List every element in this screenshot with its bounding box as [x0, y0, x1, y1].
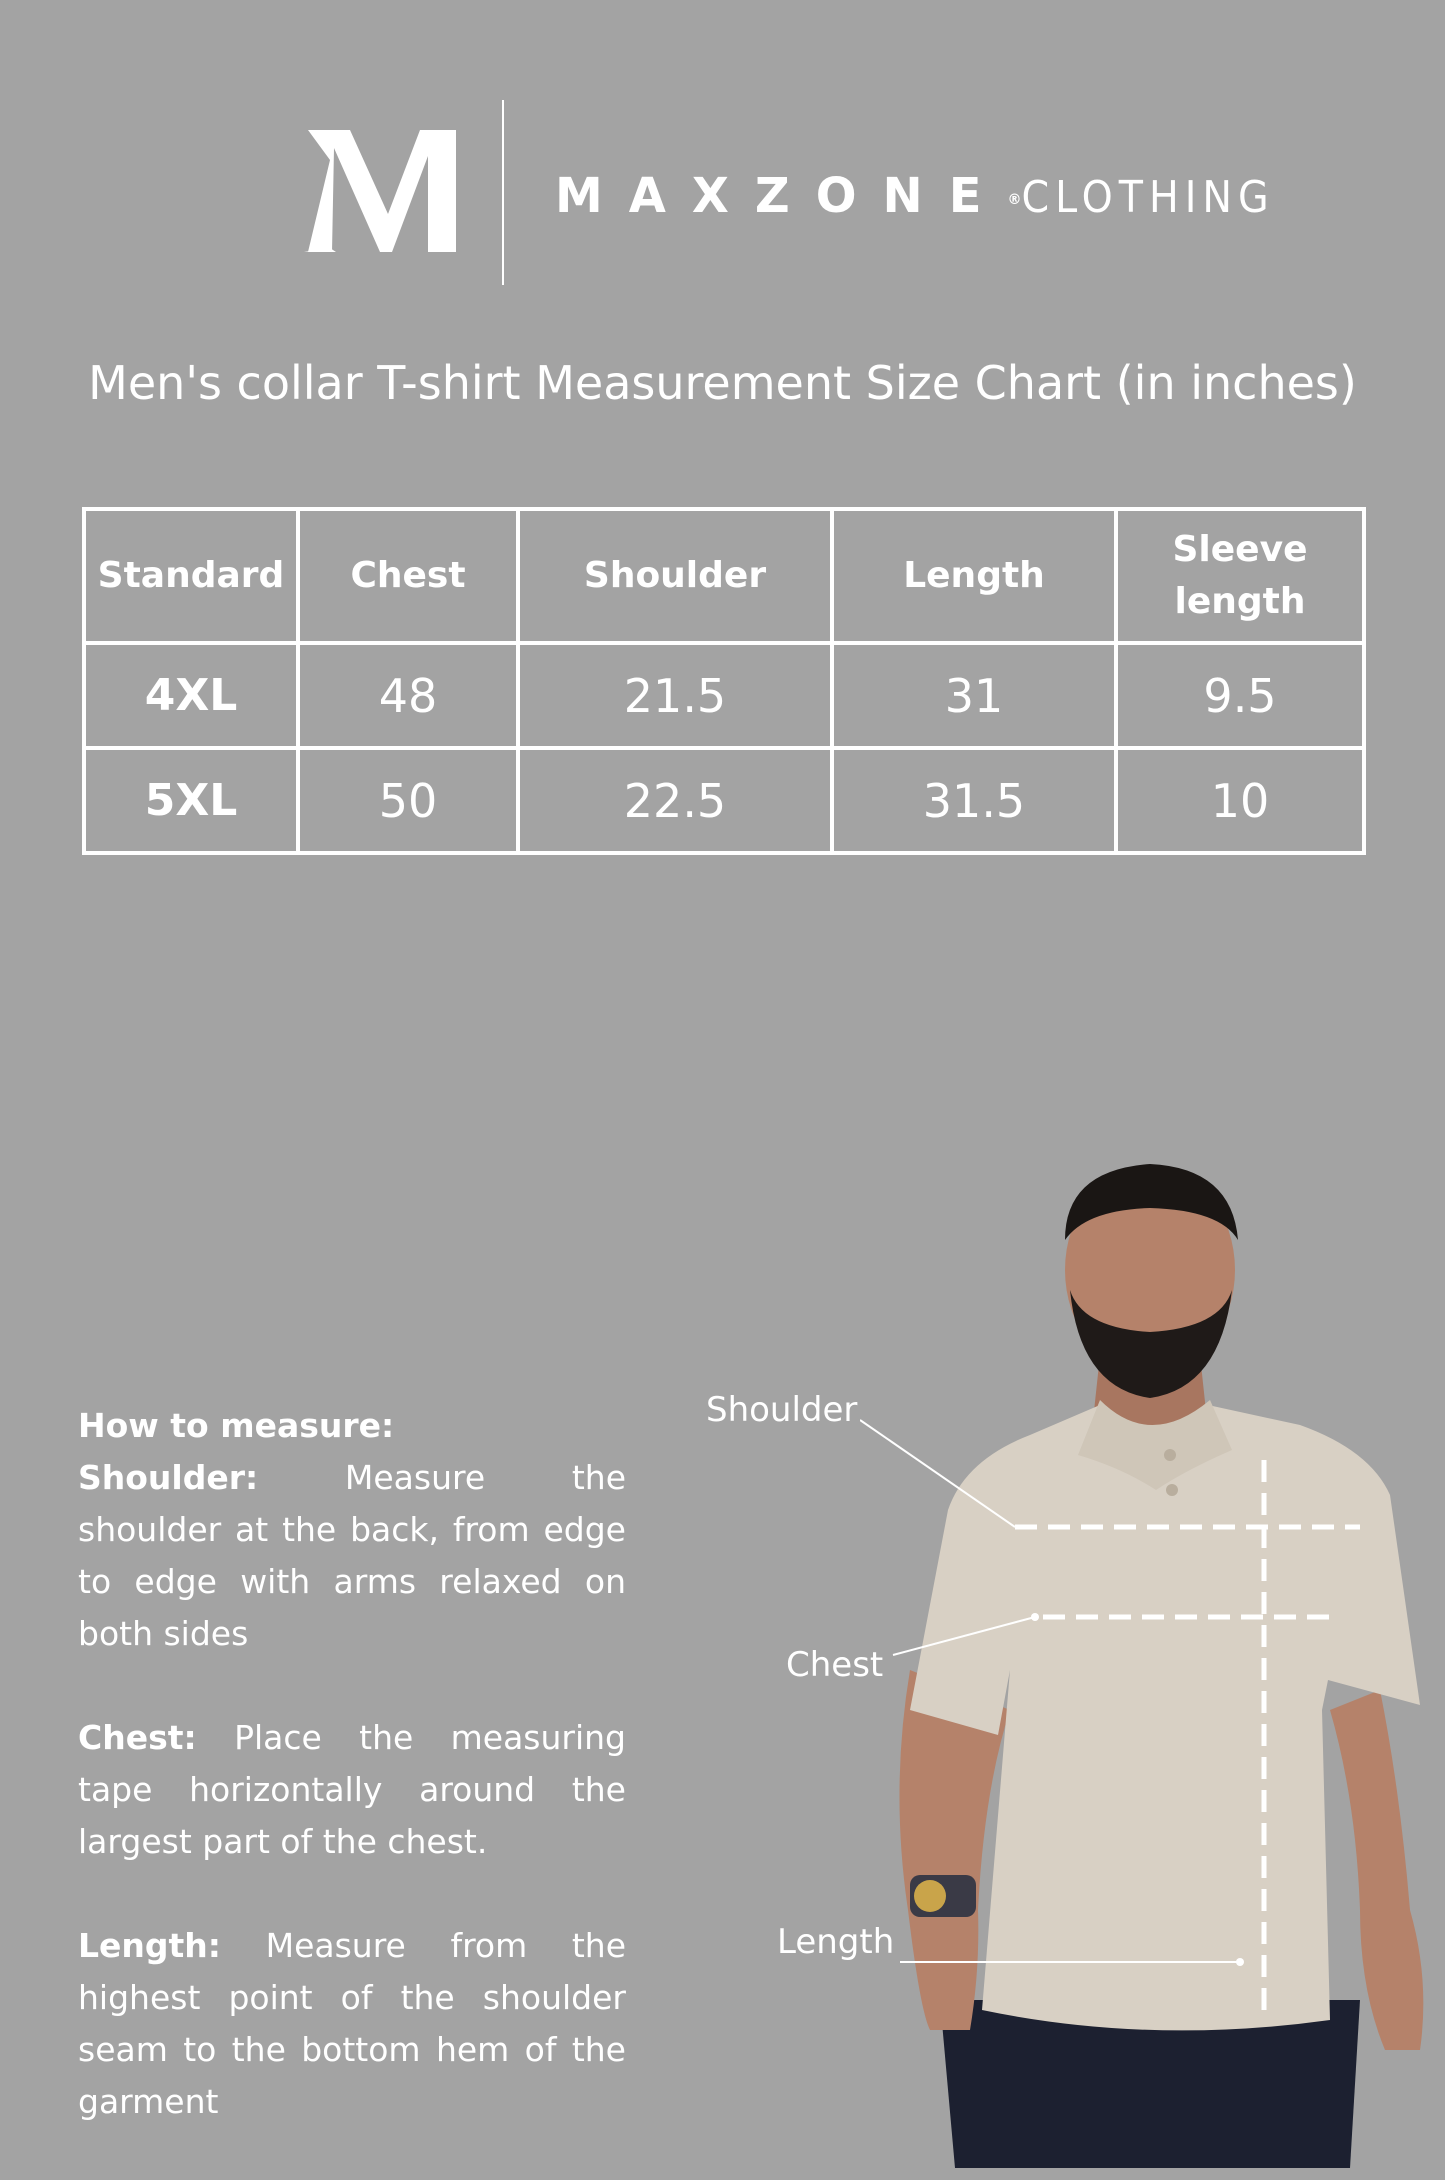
shoulder-callout: Shoulder — [706, 1390, 858, 1430]
cell-sleeve: 10 — [1116, 748, 1364, 853]
brand-name-suffix: CLOTHING — [1021, 172, 1275, 223]
cell-chest: 50 — [298, 748, 518, 853]
cell-shoulder: 21.5 — [518, 643, 832, 748]
cell-size: 4XL — [84, 643, 298, 748]
header-sleeve-length: Sleeve length — [1116, 509, 1364, 643]
brand-logo-mark — [300, 120, 460, 260]
chest-callout: Chest — [786, 1645, 884, 1685]
watch-dial — [914, 1880, 946, 1912]
cell-shoulder: 22.5 — [518, 748, 832, 853]
brand-divider — [502, 100, 504, 285]
shoulder-instruction-label: Shoulder: — [78, 1458, 259, 1497]
chest-leader-dot — [1031, 1613, 1039, 1621]
cell-length: 31 — [832, 643, 1116, 748]
shoulder-instruction-text: Measure the shoulder at the back, from edge to edge with arms relaxed on both sides — [78, 1458, 626, 1653]
cell-sleeve: 9.5 — [1116, 643, 1364, 748]
chart-title: Men's collar T-shirt Measurement Size Chart (in inches) — [88, 356, 1357, 410]
length-callout: Length — [777, 1922, 895, 1962]
right-arm — [1330, 1690, 1423, 2050]
model-photo — [860, 1150, 1445, 2168]
table-row — [84, 643, 1364, 748]
length-leader-dot — [1236, 1958, 1244, 1966]
registered-mark: ® — [1007, 192, 1022, 208]
size-chart-table — [82, 507, 1366, 855]
header-chest: Chest — [298, 509, 518, 643]
chest-instruction-label: Chest: — [78, 1718, 197, 1757]
cell-chest: 48 — [298, 643, 518, 748]
cell-size: 5XL — [84, 748, 298, 853]
header-shoulder: Shoulder — [518, 509, 832, 643]
measure-instructions — [78, 1400, 626, 2180]
cell-length: 31.5 — [832, 748, 1116, 853]
length-instruction-label: Length: — [78, 1926, 221, 1965]
header-standard: Standard — [84, 509, 298, 643]
table-row — [84, 748, 1364, 853]
length-instruction-text: Measure from the highest point of the shoulder seam to the bottom hem of the garment — [78, 1926, 626, 2121]
header-length: Length — [832, 509, 1116, 643]
brand-name-main: MAXZONE — [555, 168, 1008, 224]
table-header-row — [84, 509, 1364, 643]
brand-name — [555, 166, 1275, 228]
shirt-button — [1166, 1484, 1178, 1496]
instructions-heading: How to measure: — [78, 1406, 395, 1445]
chest-instruction-text: Place the measuring tape horizontally around the largest part of the chest. — [78, 1718, 626, 1861]
shirt-button — [1164, 1449, 1176, 1461]
